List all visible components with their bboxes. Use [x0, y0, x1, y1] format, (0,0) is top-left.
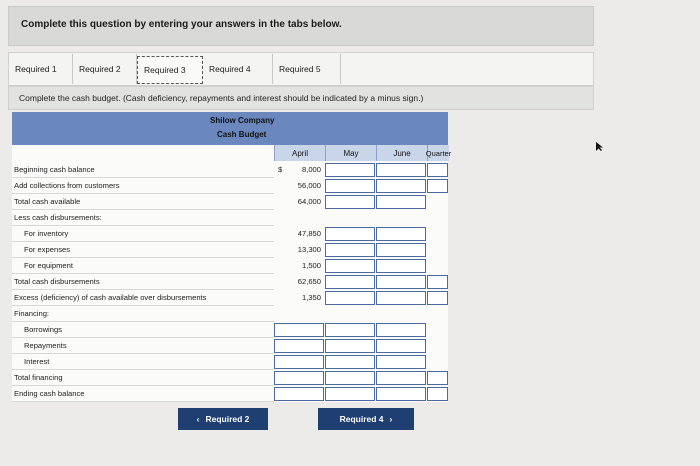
row-label: Ending cash balance	[12, 386, 274, 402]
june-input[interactable]	[376, 179, 426, 193]
header-text: Complete this question by entering your answers in the tabs below.	[21, 19, 342, 30]
chevron-right-icon: ›	[389, 414, 393, 424]
april-value: 64,000	[297, 197, 321, 206]
row-label: Less cash disbursements:	[12, 210, 274, 226]
row-label: Interest	[12, 354, 274, 370]
quarter-input[interactable]	[427, 179, 448, 193]
currency-symbol: $	[278, 165, 283, 174]
tab-required-4[interactable]: Required 4	[203, 54, 273, 84]
may-input[interactable]	[325, 387, 375, 401]
row-label: Borrowings	[12, 322, 274, 338]
row-label: For equipment	[12, 258, 274, 274]
tab-required-1[interactable]: Required 1	[9, 54, 73, 84]
april-value: 13,300	[297, 245, 321, 254]
instruction-bar	[8, 86, 594, 110]
april-input[interactable]	[274, 339, 324, 353]
row-label: For inventory	[12, 226, 274, 242]
next-button-label: Required 4	[339, 414, 384, 424]
may-input[interactable]	[325, 163, 375, 177]
quarter-input[interactable]	[427, 275, 448, 289]
april-value: 56,000	[297, 181, 321, 190]
tab-bar	[8, 52, 594, 86]
april-input[interactable]	[274, 387, 324, 401]
may-input[interactable]	[325, 259, 375, 273]
row-label: Excess (deficiency) of cash available over disbursements	[12, 290, 274, 306]
may-input[interactable]	[325, 355, 375, 369]
prev-button-label: Required 2	[205, 414, 250, 424]
quarter-input[interactable]	[427, 387, 448, 401]
june-input[interactable]	[376, 355, 426, 369]
may-input[interactable]	[325, 243, 375, 257]
june-input[interactable]	[376, 227, 426, 241]
may-input[interactable]	[325, 179, 375, 193]
june-input[interactable]	[376, 163, 426, 177]
instructions-bar	[8, 6, 594, 46]
april-value: 1,350	[301, 293, 321, 302]
april-value: 8,000	[301, 165, 321, 174]
quarter-input[interactable]	[427, 371, 448, 385]
column-may: May	[325, 145, 376, 161]
may-input[interactable]	[325, 227, 375, 241]
april-input[interactable]	[274, 371, 324, 385]
june-input[interactable]	[376, 259, 426, 273]
june-input[interactable]	[376, 195, 426, 209]
tab-required-2[interactable]: Required 2	[73, 54, 137, 84]
row-label: Total cash disbursements	[12, 274, 274, 290]
may-input[interactable]	[325, 275, 375, 289]
june-input[interactable]	[376, 371, 426, 385]
april-value: 62,650	[297, 277, 321, 286]
budget-title: Cash Budget	[217, 130, 267, 139]
sheet-title-band	[12, 112, 448, 145]
row-label: Beginning cash balance	[12, 162, 274, 178]
tab-required-3[interactable]: Required 3	[137, 56, 203, 84]
chevron-left-icon: ‹	[196, 414, 200, 424]
june-input[interactable]	[376, 387, 426, 401]
april-value: 1,500	[301, 261, 321, 270]
april-input[interactable]	[274, 355, 324, 369]
june-input[interactable]	[376, 275, 426, 289]
may-input[interactable]	[325, 339, 375, 353]
april-value: 47,850	[297, 229, 321, 238]
june-input[interactable]	[376, 339, 426, 353]
prev-button[interactable]	[178, 408, 268, 430]
quarter-input[interactable]	[427, 163, 448, 177]
june-input[interactable]	[376, 243, 426, 257]
june-input[interactable]	[376, 291, 426, 305]
may-input[interactable]	[325, 195, 375, 209]
may-input[interactable]	[325, 323, 375, 337]
quarter-input[interactable]	[427, 291, 448, 305]
june-input[interactable]	[376, 323, 426, 337]
instruction-text: Complete the cash budget. (Cash deficiency, repayments and interest should be indicated by a minus sign.)	[19, 93, 424, 103]
row-label: Repayments	[12, 338, 274, 354]
april-input[interactable]	[274, 323, 324, 337]
column-april: April	[274, 145, 325, 161]
row-label: For expenses	[12, 242, 274, 258]
may-input[interactable]	[325, 291, 375, 305]
row-label: Add collections from customers	[12, 178, 274, 194]
row-label: Total cash available	[12, 194, 274, 210]
mouse-pointer-icon	[596, 142, 604, 152]
next-button[interactable]	[318, 408, 414, 430]
may-input[interactable]	[325, 371, 375, 385]
column-quarter: Quarter	[427, 145, 449, 161]
company-name: Shilow Company	[210, 116, 275, 125]
tab-required-5[interactable]: Required 5	[273, 54, 341, 84]
row-label: Financing:	[12, 306, 274, 322]
cash-budget-sheet	[12, 112, 452, 402]
row-label: Total financing	[12, 370, 274, 386]
column-june: June	[376, 145, 427, 161]
